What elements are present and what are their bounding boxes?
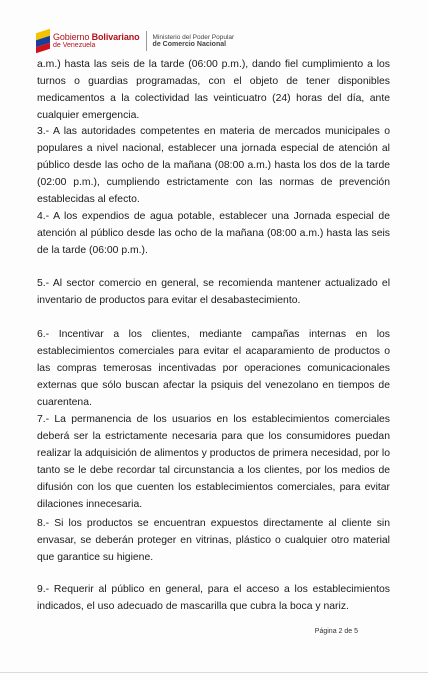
paragraph-item-7: 7.- La permanencia de los usuarios en los establecimientos comerciales deberá ser la estrictamente necesaria para que los consumidores puedan realizar la adquisición de alimentos y productos de primera necesidad, por lo tanto se le debe recordar tal circunstancia a los clientes, por los medios de difusión con los que cuenten los establecimientos comerciales, para evitar dilaciones innecesaria. — [37, 414, 390, 510]
gov-bold: Bolivariano — [91, 31, 140, 42]
page-edge — [0, 672, 428, 673]
paragraph-item-8: 8.- Si los productos se encuentran expuestos directamente al cliente sin envasar, se deberán proteger en vitrinas, plástico o cualquier otro material que garantice su higiene. — [37, 518, 390, 563]
gov-prefix: Gobierno — [53, 31, 92, 42]
ministry-name — [153, 34, 235, 49]
ministry-line2: de Comercio Nacional — [152, 40, 227, 48]
paragraph-continuation: a.m.) hasta las seis de la tarde (06:00 p.m.), dando fiel cumplimiento a los turnos o guardias programadas, con el objeto de tener disponibles medicamentos a la colectividad las veinticuatro (24) horas del día, ante cualquier emergencia. — [37, 59, 390, 121]
letterhead — [36, 26, 234, 56]
paragraph-item-9: 9.- Requerir al público en general, para el acceso a los establecimientos indicados, el uso adecuado de mascarilla que cubra la boca y nariz. — [37, 584, 390, 612]
paragraph-item-6: 6.- Incentivar a los clientes, mediante campañas internas en los establecimientos comerciales para evitar el acaparamiento de productos o las compras temerosas incentivadas por operaciones comunicacionales externas que sólo buscan afectar la psiquis del venezolano en tiempos de cuarentena. — [37, 329, 390, 408]
paragraph-item-4: 4.- A los expendios de agua potable, establecer una Jornada especial de atención al público desde las ocho de la mañana (08:00 a.m.) hasta las seis de la tarde (06:00 p.m.). — [37, 211, 390, 256]
gov-line2: de Venezuela — [53, 42, 96, 50]
paragraph-item-5: 5.- Al sector comercio en general, se recomienda mantener actualizado el inventario de productos para evitar el desabastecimiento. — [37, 278, 390, 306]
paragraph-item-3: 3.- A las autoridades competentes en materia de mercados municipales o populares a nivel nacional, establecer una jornada especial de atención al público desde las ocho de la mañana (08:00 a.m.) hasta los dos de la tarde (02:00 p.m.), cumpliendo estrictamente con las normas de prevención establecidas al efecto. — [37, 126, 390, 205]
header-divider — [146, 31, 147, 51]
page-number: Página 2 de 5 — [314, 628, 358, 635]
venezuela-flag-icon — [36, 31, 50, 51]
ministry-line1: Ministerio del Poder Popular — [152, 33, 235, 41]
government-logo-text — [53, 33, 140, 50]
